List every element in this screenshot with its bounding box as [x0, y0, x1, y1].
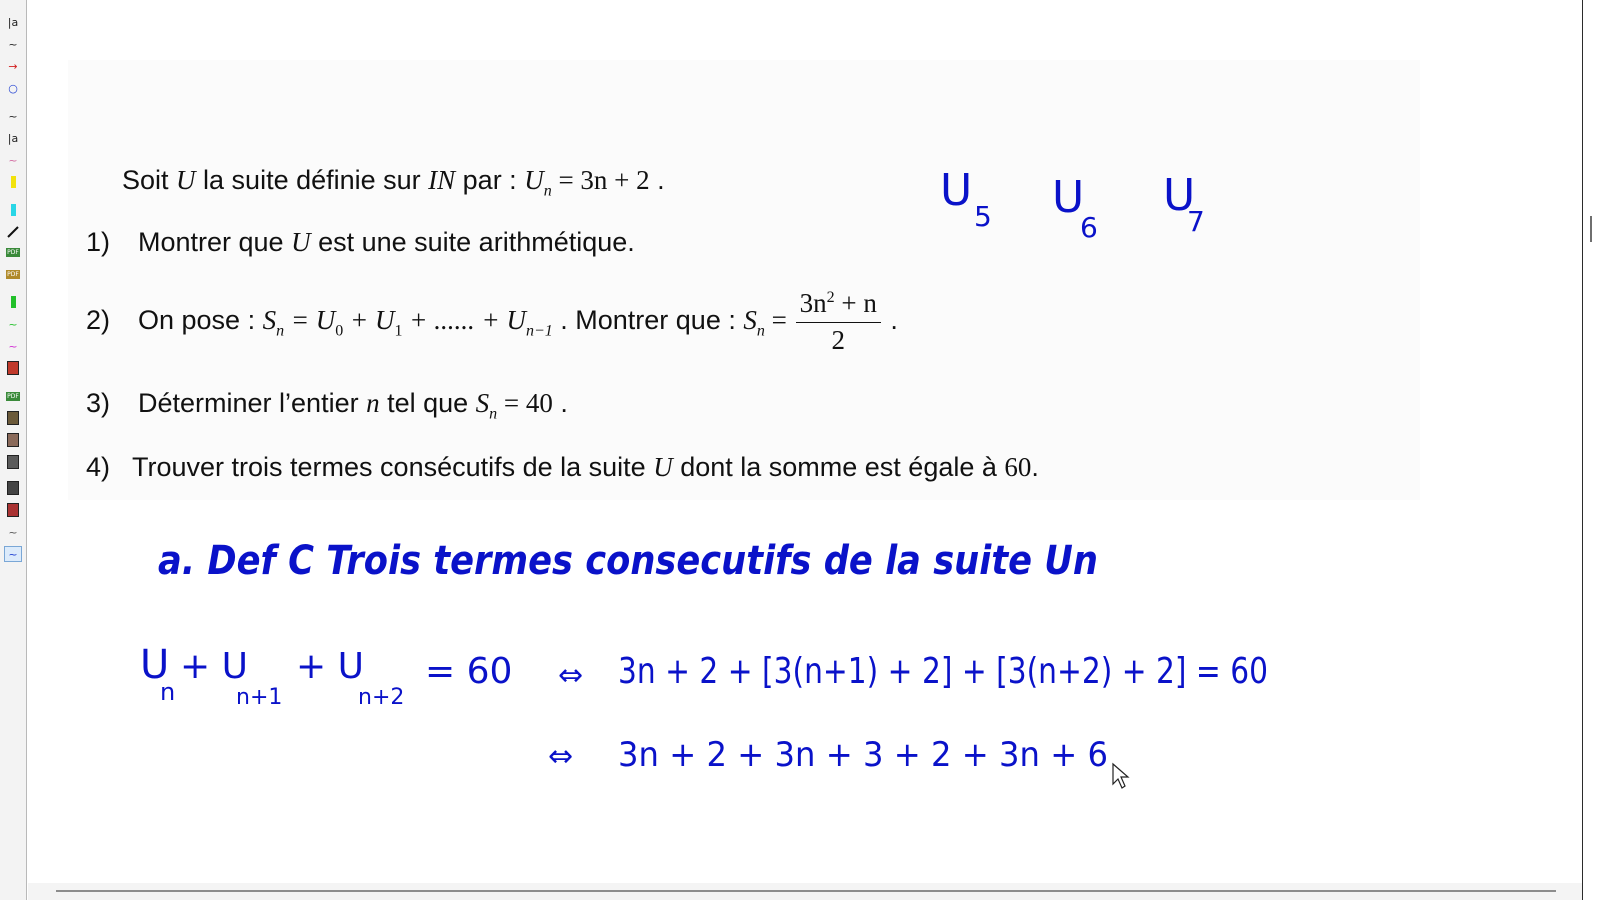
- q4-end: .: [1031, 452, 1039, 482]
- pdf-page-icon[interactable]: PDF: [7, 392, 19, 400]
- vertical-scrollbar[interactable]: [1582, 0, 1600, 900]
- formula-un-sub: n: [543, 182, 552, 200]
- horizontal-scroll-thumb[interactable]: [56, 890, 1556, 892]
- green-pen-icon[interactable]: ~: [8, 317, 18, 331]
- active-pen-icon[interactable]: ~: [4, 546, 22, 562]
- q3-number: 3): [86, 388, 111, 418]
- q3-end: .: [552, 388, 568, 418]
- mouse-cursor-icon: [1113, 764, 1128, 788]
- magenta-pen-icon[interactable]: ~: [8, 339, 18, 353]
- hw-eq1-u: U: [140, 642, 170, 688]
- intro-text-3: par :: [455, 165, 525, 195]
- q2-dots: + ...... + U: [402, 305, 526, 336]
- q3-symbol-s: S: [475, 388, 490, 418]
- ellipse-tool-icon[interactable]: ○: [8, 81, 18, 95]
- q2-text: On pose :: [138, 305, 263, 336]
- hw-eq1-sub-n1: n+1: [236, 685, 283, 710]
- q2-number: 2): [86, 305, 111, 336]
- hw-title: a. Def C Trois termes consecutifs de la suite Un: [158, 538, 1098, 584]
- q4-symbol-u: U: [653, 452, 673, 482]
- q2-sub-n1: n−1: [525, 322, 553, 340]
- q2-sum: = U: [284, 305, 336, 336]
- q2-s-sub: n: [276, 322, 285, 340]
- q2-text-2: . Montrer que :: [552, 305, 744, 336]
- q2-plus-u1: + U: [343, 305, 395, 336]
- hw-eq1-sub-n2: n+2: [358, 685, 405, 710]
- q1-text: Montrer que: [138, 227, 292, 257]
- arrow-tool-icon[interactable]: →: [8, 59, 18, 73]
- hw-eq2-iff: ⇔: [548, 739, 574, 774]
- hw-eq2-right: 3n + 2 + 3n + 3 + 2 + 3n + 6: [618, 735, 1108, 775]
- q3-text-2: tel que: [379, 388, 476, 418]
- q3-equals-40: = 40: [497, 388, 553, 418]
- hw-u7-sub: 7: [1187, 205, 1205, 238]
- intro-end: .: [649, 165, 665, 195]
- q4-text: Trouver trois termes consécutifs de la suite: [132, 452, 654, 482]
- q2-symbol-s: S: [262, 305, 277, 336]
- smooth-pen-icon[interactable]: ~: [8, 109, 18, 123]
- text-tool-icon[interactable]: |a: [7, 15, 19, 29]
- q2-sub-1: 1: [394, 322, 403, 340]
- hw-eq1-sub-n: n: [160, 678, 176, 706]
- q2-symbol-s2: S: [743, 305, 757, 336]
- hw-eq1-equals-60: = 60: [425, 651, 513, 692]
- hw-eq1-plus-u: + U: [180, 646, 248, 687]
- q1-text-2: est une suite arithmétique.: [310, 227, 635, 257]
- q2-end: .: [882, 305, 898, 336]
- freehand-pen-icon[interactable]: ~: [8, 37, 18, 51]
- hw-u7: U: [1163, 170, 1196, 221]
- hw-u6-sub: 6: [1080, 211, 1098, 244]
- pdf-export-icon[interactable]: PDF: [7, 248, 19, 256]
- hw-u5: U: [940, 165, 973, 216]
- text-box-icon[interactable]: |a: [7, 131, 19, 145]
- frac-bottom: 2: [831, 325, 845, 355]
- q3-symbol-n: n: [366, 388, 380, 418]
- vertical-scroll-thumb[interactable]: [1590, 216, 1592, 242]
- q4-value-60: 60: [1004, 452, 1032, 482]
- q2-s2-sub: n: [756, 322, 765, 340]
- intro-text-2: la suite définie sur: [195, 165, 429, 195]
- hw-eq1-plus-u2: + U: [296, 646, 364, 687]
- hw-eq1-right: 3n + 2 + [3(n+1) + 2] + [3(n+2) + 2] = 60: [618, 651, 1268, 692]
- q3-s-sub: n: [489, 405, 498, 423]
- frac-top-a: 3n: [799, 288, 827, 318]
- intro-symbol-u: U: [176, 165, 196, 195]
- pink-pen-icon[interactable]: ~: [8, 153, 18, 167]
- hw-eq1-iff: ⇔: [558, 658, 584, 693]
- q2-sub-0: 0: [335, 322, 344, 340]
- pen-alt-icon[interactable]: ~: [8, 525, 18, 539]
- q4-text-2: dont la somme est égale à: [672, 452, 1005, 482]
- q2-equals: =: [764, 305, 794, 336]
- hw-u6: U: [1052, 172, 1085, 223]
- intro-symbol-in: IN: [428, 165, 456, 195]
- formula-un: U: [524, 165, 544, 195]
- q1-number: 1): [86, 227, 111, 257]
- horizontal-scrollbar[interactable]: [28, 883, 1582, 900]
- q1-symbol-u: U: [291, 227, 311, 257]
- hw-u5-sub: 5: [974, 200, 992, 233]
- formula-rhs: = 3n + 2: [551, 165, 650, 195]
- frac-top-exp: 2: [826, 289, 835, 306]
- frac-top-b: + n: [834, 288, 877, 318]
- pdf-import-icon[interactable]: PDF: [7, 270, 19, 278]
- q3-text: Déterminer l’entier: [138, 388, 367, 418]
- q4-number: 4): [86, 452, 111, 482]
- intro-text: Soit: [122, 165, 177, 195]
